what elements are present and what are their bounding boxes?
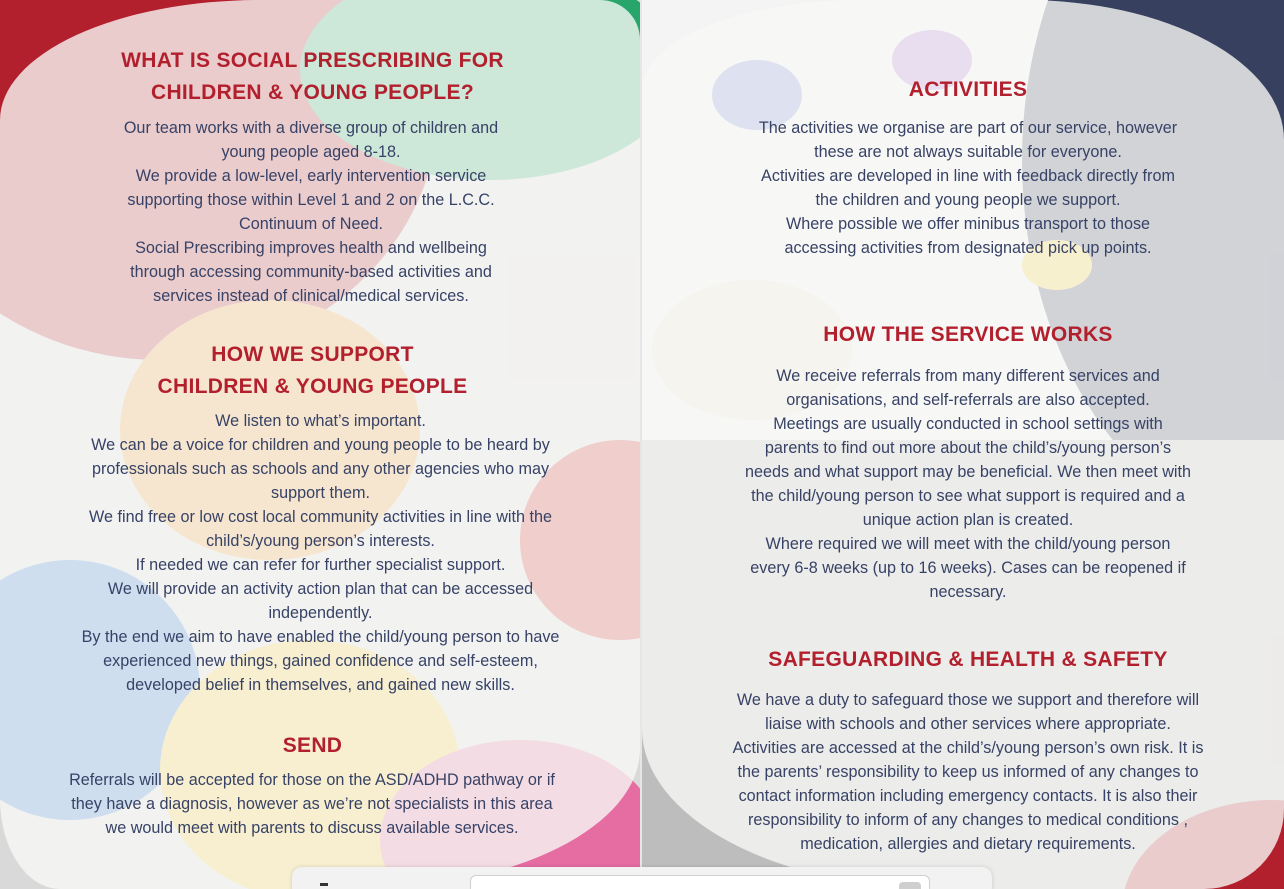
text-line: medication, allergies and dietary requirements. xyxy=(800,835,1136,853)
activities-heading: ACTIVITIES xyxy=(908,78,1028,101)
send-text xyxy=(8,768,616,840)
text-line: supporting those within Level 1 and 2 on the L.C.C. xyxy=(127,191,495,209)
text-line: independently. xyxy=(268,604,373,622)
text-line: Referrals will be accepted for those on the ASD/ADHD pathway or if xyxy=(69,771,555,789)
how-we-support-heading xyxy=(40,339,585,403)
how-we-support-heading-line1: HOW WE SUPPORT xyxy=(211,343,414,366)
how-we-support-text xyxy=(8,409,633,697)
text-line: every 6-8 weeks (up to 16 weeks). Cases can be reopened if xyxy=(750,559,1186,577)
text-line: Meetings are usually conducted in school settings with xyxy=(773,415,1163,433)
text-line: We listen to what’s important. xyxy=(215,412,426,430)
toolbar-mark-icon xyxy=(320,883,328,886)
text-line: needs and what support may be beneficial. We then meet with xyxy=(744,463,1192,481)
text-line: If needed we can refer for further specialist support. xyxy=(135,556,506,574)
what-is-heading-line1: WHAT IS SOCIAL PRESCRIBING FOR xyxy=(121,49,504,72)
text-line: the child/young person to see what support is required and a xyxy=(751,487,1185,505)
text-line: necessary. xyxy=(929,583,1007,601)
toolbar-field[interactable] xyxy=(470,875,930,889)
how-service-works-text xyxy=(666,364,1270,604)
what-is-text xyxy=(20,116,602,308)
text-line: Our team works with a diverse group of children and xyxy=(123,119,499,137)
activities-text xyxy=(682,116,1254,260)
text-line: We can be a voice for children and young people to be heard by xyxy=(91,436,550,454)
text-line: We receive referrals from many different services and xyxy=(776,367,1160,385)
text-line: Continuum of Need. xyxy=(239,215,383,233)
viewer-toolbar[interactable] xyxy=(292,867,992,889)
send-heading: SEND xyxy=(282,734,343,757)
text-line: liaise with schools and other services where appropriate. xyxy=(765,715,1171,733)
text-line: services instead of clinical/medical services. xyxy=(153,287,469,305)
text-line: these are not always suitable for everyone. xyxy=(814,143,1122,161)
text-line: developed belief in themselves, and gained new skills. xyxy=(126,676,515,694)
left-page xyxy=(0,0,640,889)
what-is-heading xyxy=(40,45,585,109)
text-line: contact information including emergency contacts. It is also their xyxy=(738,787,1198,805)
text-line: Activities are accessed at the child’s/young person’s own risk. It is xyxy=(732,739,1204,757)
safeguarding-text xyxy=(666,688,1270,856)
text-line: experienced new things, gained confidence and self-esteem, xyxy=(103,652,538,670)
text-line: unique action plan is created. xyxy=(862,511,1074,529)
text-line: By the end we aim to have enabled the child/young person to have xyxy=(81,628,560,646)
text-line: We will provide an activity action plan that can be accessed xyxy=(107,580,534,598)
text-line: We find free or low cost local community activities in line with the xyxy=(88,508,553,526)
text-line: the children and young people we support. xyxy=(815,191,1121,209)
how-we-support-heading-line2: CHILDREN & YOUNG PEOPLE xyxy=(157,375,468,398)
text-line: through accessing community-based activities and xyxy=(130,263,492,281)
text-line: support them. xyxy=(271,484,370,502)
what-is-heading-line2: CHILDREN & YOUNG PEOPLE? xyxy=(150,81,474,104)
text-line: we would meet with parents to discuss available services. xyxy=(105,819,519,837)
text-line: they have a diagnosis, however as we’re not specialists in this area xyxy=(71,795,553,813)
safeguarding-heading: SAFEGUARDING & HEALTH & SAFETY xyxy=(768,648,1168,671)
text-line: child’s/young person’s interests. xyxy=(206,532,435,550)
text-line: Activities are developed in line with feedback directly from xyxy=(761,167,1175,185)
text-line: the parents’ responsibility to keep us informed of any changes to xyxy=(737,763,1199,781)
toolbar-knob-icon[interactable] xyxy=(899,882,921,889)
text-line: We provide a low-level, early intervention service xyxy=(135,167,487,185)
text-line: responsibility to inform of any changes to medical conditions , xyxy=(748,811,1188,829)
text-line: parents to find out more about the child’s/young person’s xyxy=(764,439,1172,457)
how-service-works-heading: HOW THE SERVICE WORKS xyxy=(823,323,1113,346)
text-line: Where required we will meet with the child/young person xyxy=(765,535,1171,553)
text-line: Where possible we offer minibus transport to those xyxy=(785,215,1151,233)
right-page xyxy=(642,0,1284,889)
text-line: accessing activities from designated pick up points. xyxy=(784,239,1152,257)
text-line: professionals such as schools and any other agencies who may xyxy=(91,460,550,478)
text-line: organisations, and self-referrals are also accepted. xyxy=(786,391,1150,409)
text-line: young people aged 8-18. xyxy=(221,143,401,161)
text-line: We have a duty to safeguard those we support and therefore will xyxy=(736,691,1200,709)
text-line: Social Prescribing improves health and wellbeing xyxy=(135,239,487,257)
text-line: The activities we organise are part of our service, however xyxy=(758,119,1178,137)
